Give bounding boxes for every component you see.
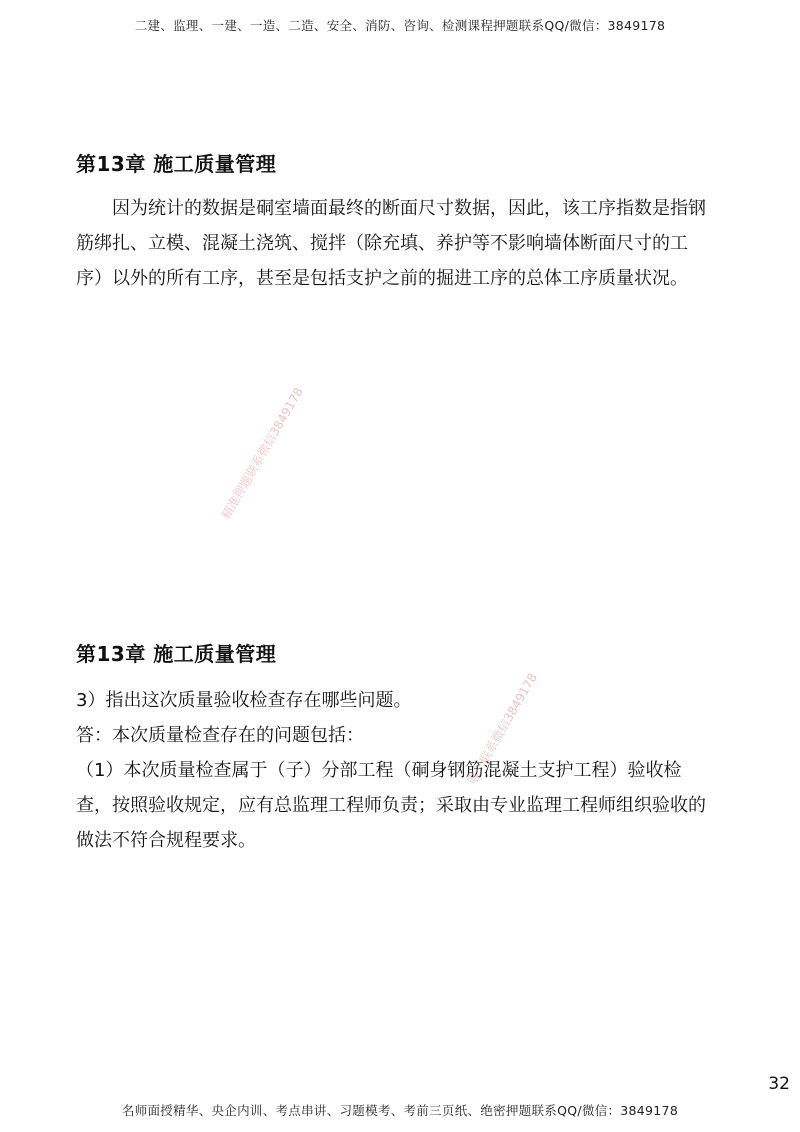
section-2 (76, 638, 706, 858)
page-footer: 名师面授精华、央企内训、考点串讲、习题模考、考前三页纸、绝密押题联系QQ/微信：3849178 (121, 1103, 679, 1118)
chapter-title: 第13章 施工质量管理 (76, 642, 277, 666)
chapter-title: 第13章 施工质量管理 (76, 152, 277, 176)
answer-item: （1）本次质量检查属于（子）分部工程（硐身钢筋混凝土支护工程）验收检查，按照验收规定，应有总监理工程师负责；采取由专业监理工程师组织验收的做法不符合规程要求。 (76, 760, 706, 851)
page-number: 32 (768, 1074, 790, 1094)
page-header: 二建、监理、一建、一造、二造、安全、消防、咨询、检测课程押题联系QQ/微信：3849178 (134, 18, 666, 33)
question-text: 3）指出这次质量验收检查存在哪些问题。 (76, 690, 412, 711)
watermark: 精准押题联系微信3849178 (219, 385, 306, 522)
section-1 (76, 148, 706, 296)
watermark: 唯一联系微信3849178 (465, 670, 540, 787)
body-paragraph: 因为统计的数据是硐室墙面最终的断面尺寸数据，因此，该工序指数是指钢筋绑扎、立模、混凝土浇筑、搅拌（除充填、养护等不影响墙体断面尺寸的工序）以外的所有工序，甚至是包括支护之前的掘进工序的总体工序质量状况。 (76, 198, 706, 289)
answer-intro: 答：本次质量检查存在的问题包括： (76, 725, 364, 746)
